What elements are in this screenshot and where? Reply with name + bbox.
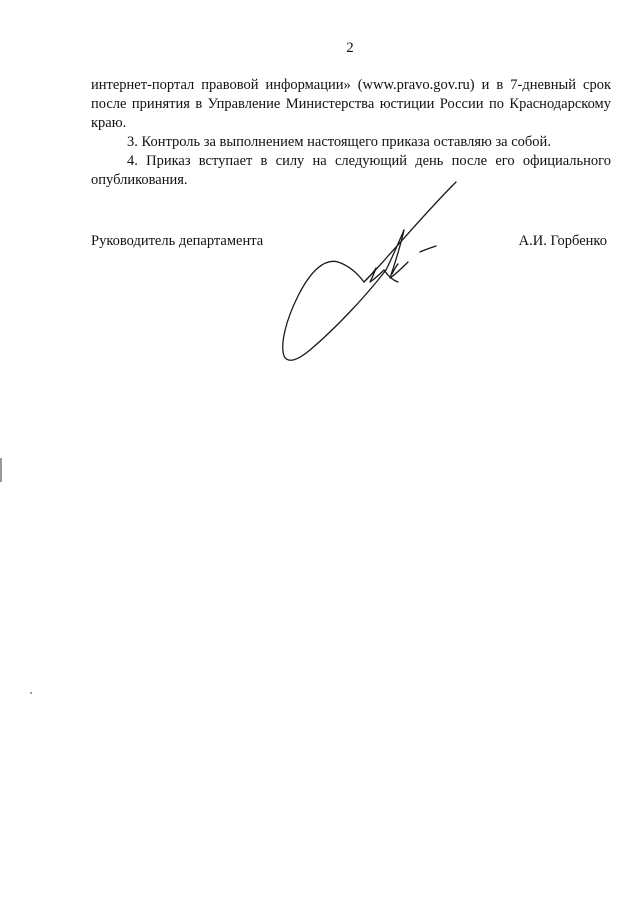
scan-artifact [0,458,2,482]
handwritten-signature [280,178,460,368]
paragraph-item-4: 4. Приказ вступает в силу на следующий день после его официального опубликования. [91,153,611,188]
page-number: 2 [346,40,354,56]
document-body [91,76,611,190]
scan-artifact [30,692,32,694]
paragraph-item-3: 3. Контроль за выполнением настоящего приказа оставляю за собой. [127,134,551,150]
signer-name: А.И. Горбенко [518,233,607,249]
position-title: Руководитель департамента [91,233,264,249]
paragraph-continuation: интернет-портал правовой информации» (www.pravo.gov.ru) и в 7-дневный срок после принятия в Управление Министерства юстиции России по Краснодарскому краю. [91,77,611,131]
